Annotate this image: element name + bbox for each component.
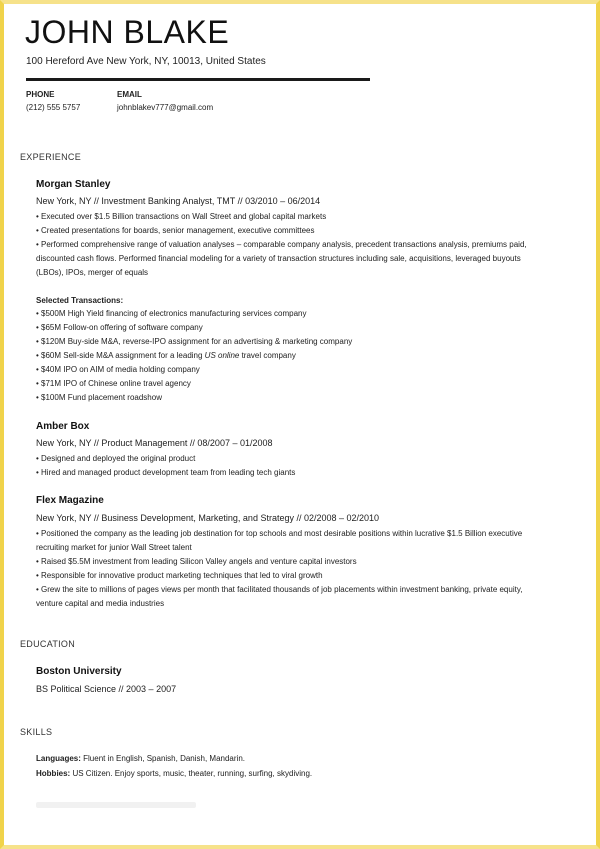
selected-transactions-title: Selected Transactions: bbox=[36, 296, 124, 305]
transaction-text: • $60M Sell-side M&A assignment for a leading bbox=[36, 351, 205, 360]
school-name: Boston University bbox=[36, 666, 122, 677]
transaction-text: travel company bbox=[239, 351, 296, 360]
job-bullet: • Raised $5.5M investment from leading Silicon Valley angels and venture capital investors bbox=[36, 557, 357, 566]
transaction-italic-text: US online bbox=[204, 351, 240, 360]
job-bullet: • Performed comprehensive range of valuation analyses – comparable company analysis, precedent transactions analysis, premiums paid, bbox=[36, 240, 527, 249]
job-subtitle: New York, NY // Product Management // 08/2007 – 01/2008 bbox=[36, 438, 273, 448]
job-bullet: (LBOs), IPOs, merger of equals bbox=[36, 268, 149, 277]
transaction-item: • $100M Fund placement roadshow bbox=[36, 393, 162, 402]
job-bullet: • Created presentations for boards, senior management, executive committees bbox=[36, 226, 315, 235]
languages-line bbox=[36, 754, 245, 763]
transaction-item: • $65M Follow-on offering of software company bbox=[36, 323, 203, 332]
job-bullet: • Positioned the company as the leading job destination for top schools and most desirable positions within lucrative $1.5 Billion executive bbox=[36, 529, 523, 538]
transaction-item: • $71M IPO of Chinese online travel agency bbox=[36, 379, 191, 388]
job-bullet: • Hired and managed product development team from leading tech giants bbox=[36, 468, 296, 477]
job-company: Flex Magazine bbox=[36, 495, 104, 506]
job-bullet: venture capital and media industries bbox=[36, 599, 165, 608]
hobbies-line bbox=[36, 769, 312, 778]
job-company: Morgan Stanley bbox=[36, 179, 111, 190]
job-bullet: • Executed over $1.5 Billion transactions on Wall Street and global capital markets bbox=[36, 212, 327, 221]
degree: BS Political Science // 2003 – 2007 bbox=[36, 684, 177, 694]
candidate-address: 100 Hereford Ave New York, NY, 10013, United States bbox=[26, 56, 266, 67]
job-bullet: • Grew the site to millions of pages views per month that facilitated thousands of job placements within investment banking, private equity, bbox=[36, 585, 523, 594]
email-label: EMAIL bbox=[117, 90, 142, 99]
job-subtitle: New York, NY // Business Development, Marketing, and Strategy // 02/2008 – 02/2010 bbox=[36, 513, 380, 523]
transaction-item bbox=[36, 349, 296, 363]
header-divider bbox=[26, 78, 370, 81]
languages-label: Languages: bbox=[36, 754, 81, 763]
hobbies-label: Hobbies: bbox=[36, 769, 71, 778]
email-value: johnblakev777@gmail.com bbox=[117, 103, 214, 112]
faded-watermark bbox=[36, 802, 196, 808]
skills-heading: SKILLS bbox=[20, 727, 53, 737]
languages-value: Fluent in English, Spanish, Danish, Mandarin. bbox=[80, 754, 245, 763]
job-subtitle: New York, NY // Investment Banking Analyst, TMT // 03/2010 – 06/2014 bbox=[36, 196, 321, 206]
phone-label: PHONE bbox=[26, 90, 55, 99]
job-bullet: • Designed and deployed the original product bbox=[36, 454, 196, 463]
candidate-name: JOHN BLAKE bbox=[25, 14, 230, 50]
transaction-item: • $500M High Yield financing of electronics manufacturing services company bbox=[36, 309, 307, 318]
phone-value: (212) 555 5757 bbox=[26, 103, 81, 112]
job-bullet: discounted cash flows. Performed financial modeling for a variety of transaction structures including sale, acquisitions, leveraged buyouts bbox=[36, 254, 521, 263]
job-bullet: • Responsible for innovative product marketing techniques that led to viral growth bbox=[36, 571, 323, 580]
experience-heading: EXPERIENCE bbox=[20, 152, 82, 162]
hobbies-value: US Citizen. Enjoy sports, music, theater, running, surfing, skydiving. bbox=[70, 769, 313, 778]
transaction-item: • $120M Buy-side M&A, reverse-IPO assignment for an advertising & marketing company bbox=[36, 337, 353, 346]
job-company: Amber Box bbox=[36, 421, 90, 432]
education-heading: EDUCATION bbox=[20, 639, 76, 649]
transaction-item: • $40M IPO on AIM of media holding company bbox=[36, 365, 200, 374]
job-bullet: recruiting market for junior Wall Street talent bbox=[36, 543, 192, 552]
